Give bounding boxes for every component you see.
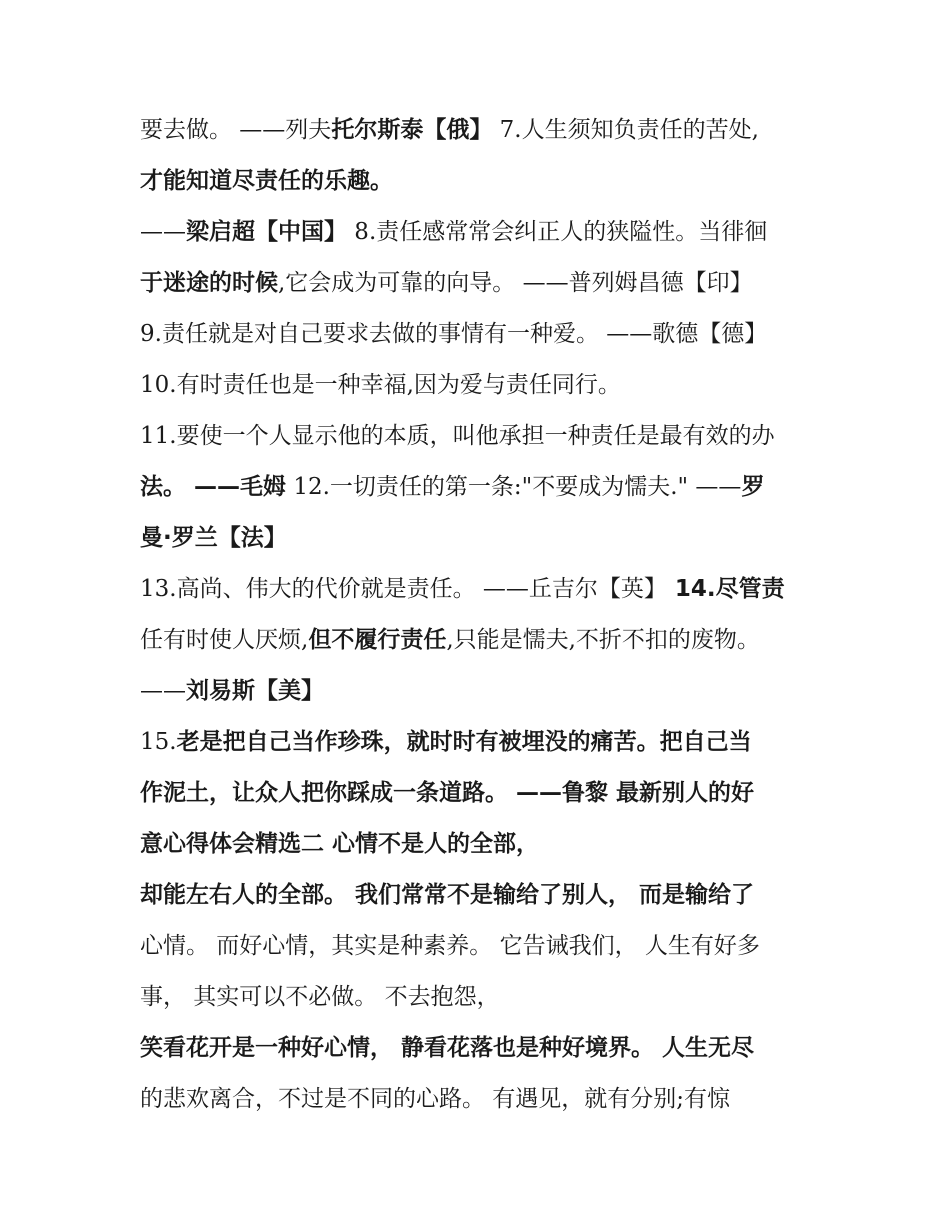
text-line (140, 161, 830, 201)
text-line (140, 977, 830, 1017)
text-run: ,只能是懦夫,不折不扣的废物。 (446, 627, 760, 653)
text-run: 15. (140, 729, 177, 755)
text-run: 笑看花开是一种好心情， 静看花落也是种好境界。 人生无尽 (140, 1035, 755, 1061)
text-run: 梁启超【中国】 (186, 219, 347, 245)
text-line (140, 620, 830, 660)
text-line (140, 824, 830, 864)
text-line (140, 518, 830, 558)
text-run: 才能知道尽责任的乐趣。 (140, 168, 393, 194)
text-run: 7.人生须知负责任的苦处, (492, 117, 759, 143)
text-run: 老是把自己当作珍珠，就时时有被埋没的痛苦。把自己当 (176, 729, 752, 755)
text-run: 法。 ——毛姆 (140, 474, 287, 500)
text-run: 托尔斯泰【俄】 (331, 117, 493, 143)
text-run: 的悲欢离合，不过是不同的心路。 有遇见，就有分别;有惊 (140, 1086, 731, 1112)
text-line (140, 110, 830, 150)
text-run: 10.有时责任也是一种幸福,因为爱与责任同行。 (140, 372, 621, 398)
text-line (140, 365, 830, 405)
text-line (140, 875, 830, 915)
text-run: —— (140, 219, 186, 245)
text-run: 罗 (741, 474, 765, 500)
text-run: 要去做。 ——列夫 (140, 117, 332, 143)
text-line (140, 722, 830, 762)
text-line (140, 263, 830, 303)
text-line (140, 926, 830, 966)
text-run: 曼·罗兰【法】 (140, 525, 287, 551)
text-line (140, 569, 830, 609)
text-run: —— (140, 678, 186, 704)
text-run: 却能左右人的全部。 我们常常不是输给了别人， 而是输给了 (140, 882, 755, 908)
text-run: 心情。 而好心情，其实是种素养。 它告诫我们， 人生有好多 (140, 933, 760, 959)
text-run: 任有时使人厌烦, (140, 627, 309, 653)
text-run: 但不履行责任 (308, 627, 447, 653)
text-run: 事， 其实可以不必做。 不去抱怨， (140, 984, 500, 1010)
text-line (140, 212, 830, 252)
text-run: 11.要使一个人显示他的本质，叫他承担一种责任是最有效的办 (140, 423, 775, 449)
text-line (140, 1079, 830, 1119)
text-run: 8.责任感常常会纠正人的狭隘性。当徘徊 (347, 219, 768, 245)
text-run: 作泥土，让众人把你踩成一条道路。 ——鲁黎 最新别人的好 (140, 780, 755, 806)
text-run: 13.高尚、伟大的代价就是责任。 ——丘吉尔【英】 (140, 576, 667, 602)
text-run: 意心得体会精选二 心情不是人的全部， (140, 831, 540, 857)
text-run: ,它会成为可靠的向导。 ——普列姆昌德【印】 (278, 270, 753, 296)
text-line (140, 314, 830, 354)
text-run: 9.责任就是对自己要求去做的事情有一种爱。 ——歌德【德】 (140, 321, 768, 347)
text-run: 12.一切责任的第一条:"不要成为懦夫." —— (286, 474, 742, 500)
text-run: 于迷途的时候 (140, 270, 278, 296)
text-line (140, 671, 830, 711)
text-line (140, 416, 830, 456)
text-line (140, 1028, 830, 1068)
text-run: 刘易斯【美】 (186, 678, 324, 704)
text-run: 14.尽管责 (666, 576, 785, 602)
text-line (140, 467, 830, 507)
text-line (140, 773, 830, 813)
